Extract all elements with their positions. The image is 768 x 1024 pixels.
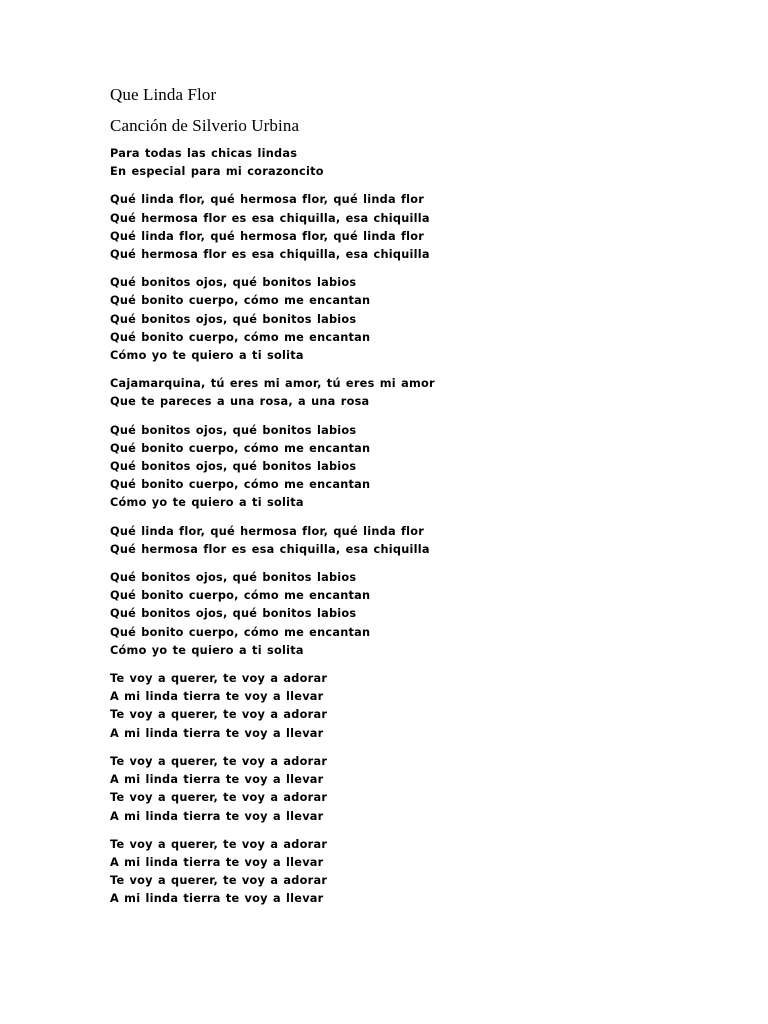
song-subtitle: Canción de Silverio Urbina: [110, 116, 300, 135]
lyric-line: Que te pareces a una rosa, a una rosa: [110, 395, 370, 409]
lyric-line: Cómo yo te quiero a ti solita: [110, 643, 304, 657]
lyric-line: Qué bonito cuerpo, cómo me encantan: [110, 625, 371, 639]
stanza: [110, 569, 710, 660]
lyric-line: Te voy a querer, te voy a adorar: [110, 672, 328, 686]
lyric-line: Qué bonito cuerpo, cómo me encantan: [110, 441, 371, 455]
lyric-line: Qué bonitos ojos, qué bonitos labios: [110, 312, 357, 326]
stanza: [110, 191, 710, 264]
lyric-line: A mi linda tierra te voy a llevar: [110, 809, 324, 823]
lyric-line: Qué bonito cuerpo, cómo me encantan: [110, 330, 371, 344]
stanza: [110, 375, 710, 411]
stanza: [110, 670, 710, 743]
stanza: [110, 523, 710, 559]
stanza: [110, 753, 710, 826]
lyric-line: Qué linda flor, qué hermosa flor, qué linda flor: [110, 524, 425, 538]
stanza: [110, 422, 710, 513]
lyric-line: Para todas las chicas lindas: [110, 147, 298, 160]
lyric-line: Qué linda flor, qué hermosa flor, qué linda flor: [110, 193, 425, 207]
lyric-line: Qué bonitos ojos, qué bonitos labios: [110, 423, 357, 437]
stanza: [110, 274, 710, 365]
lyric-line: Te voy a querer, te voy a adorar: [110, 837, 328, 851]
lyric-line: Qué hermosa flor es esa chiquilla, esa chiquilla: [110, 542, 430, 556]
lyric-line: Te voy a querer, te voy a adorar: [110, 791, 328, 805]
lyric-line: En especial para mi corazoncito: [110, 165, 324, 179]
lyric-line: Qué bonito cuerpo, cómo me encantan: [110, 294, 371, 308]
lyric-line: A mi linda tierra te voy a llevar: [110, 726, 324, 740]
lyric-line: Cómo yo te quiero a ti solita: [110, 496, 304, 510]
lyric-line: Te voy a querer, te voy a adorar: [110, 708, 328, 722]
lyric-line: Qué bonito cuerpo, cómo me encantan: [110, 589, 371, 603]
lyric-line: A mi linda tierra te voy a llevar: [110, 892, 324, 906]
stanza: [110, 145, 710, 181]
lyric-line: Cajamarquina, tú eres mi amor, tú eres mi amor: [110, 377, 435, 391]
lyric-line: Qué bonito cuerpo, cómo me encantan: [110, 478, 371, 492]
lyric-line: A mi linda tierra te voy a llevar: [110, 855, 324, 869]
lyric-line: Te voy a querer, te voy a adorar: [110, 754, 328, 768]
lyric-line: Qué linda flor, qué hermosa flor, qué linda flor: [110, 229, 425, 243]
stanza: [110, 836, 710, 909]
document-page: [110, 84, 710, 919]
lyric-line: Cómo yo te quiero a ti solita: [110, 349, 304, 363]
lyric-line: A mi linda tierra te voy a llevar: [110, 773, 324, 787]
lyric-line: Te voy a querer, te voy a adorar: [110, 874, 328, 888]
lyric-line: Qué hermosa flor es esa chiquilla, esa chiquilla: [110, 248, 430, 262]
lyric-line: Qué bonitos ojos, qué bonitos labios: [110, 571, 357, 585]
song-title: Que Linda Flor: [110, 85, 217, 104]
lyric-line: Qué bonitos ojos, qué bonitos labios: [110, 276, 357, 290]
lyric-line: Qué hermosa flor es esa chiquilla, esa chiquilla: [110, 211, 430, 225]
lyric-line: A mi linda tierra te voy a llevar: [110, 690, 324, 704]
lyric-line: Qué bonitos ojos, qué bonitos labios: [110, 607, 357, 621]
lyric-line: Qué bonitos ojos, qué bonitos labios: [110, 460, 357, 474]
lyrics-body: [110, 145, 710, 909]
